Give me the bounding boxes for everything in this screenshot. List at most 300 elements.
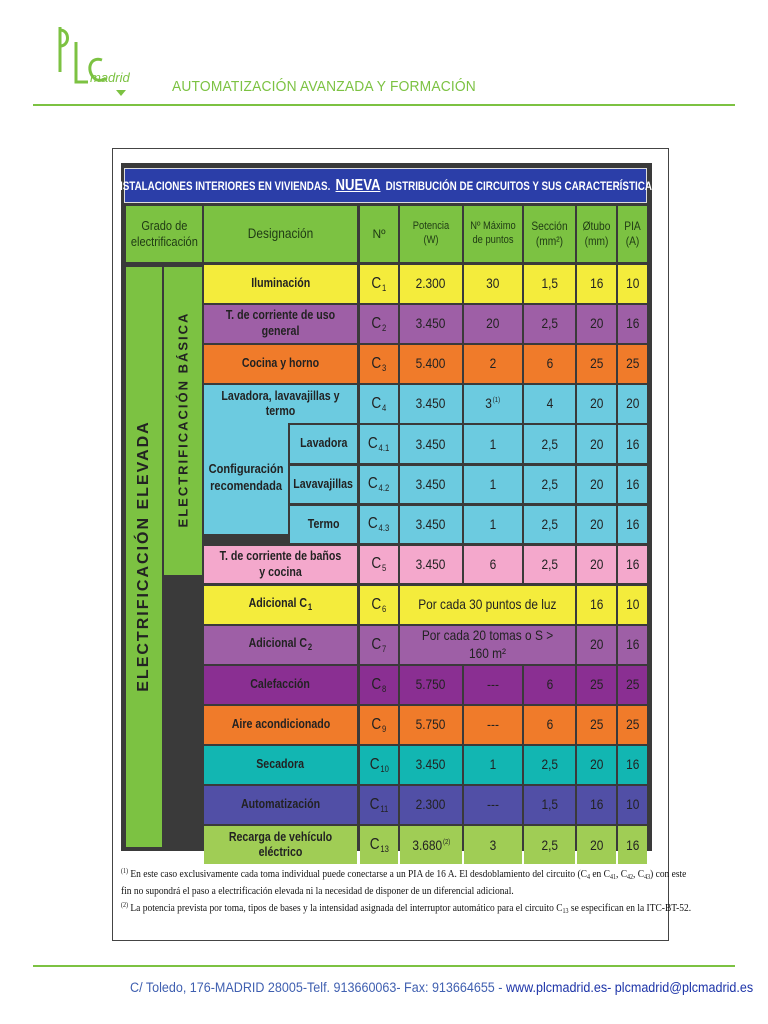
max-puntos-text	[487, 676, 499, 694]
header-seccion-text: Sección (mm²)	[531, 219, 568, 248]
circuit-designation	[204, 305, 357, 343]
potencia-text	[416, 436, 446, 454]
potencia-value: 3.450	[416, 315, 446, 332]
pia-cell	[618, 826, 647, 864]
grade-elevada-column	[126, 267, 162, 847]
pia-value: 16	[625, 475, 640, 492]
pia-value: 10	[625, 595, 640, 612]
tubo-cell	[577, 385, 616, 423]
max-puntos-value: ---	[487, 716, 499, 733]
designation-label: Recarga de vehículo eléctrico	[228, 829, 333, 860]
max-puntos-text	[487, 796, 499, 814]
tubo-value: 20	[589, 636, 604, 653]
potencia-cell	[400, 305, 462, 343]
footer-contact	[130, 980, 753, 995]
designation-label: Termo	[307, 516, 340, 531]
pia-cell	[618, 546, 647, 584]
pia-cell	[618, 586, 647, 624]
potencia-footnote: (2)	[442, 838, 450, 846]
tubo-value: 20	[589, 315, 604, 332]
circuit-number-text	[369, 835, 388, 855]
circuit-designation	[290, 425, 357, 463]
circuit-designation	[204, 626, 357, 664]
circuit-designation-text	[215, 389, 345, 420]
footnote-2	[121, 900, 692, 917]
seccion-value: 6	[546, 355, 553, 372]
seccion-cell	[524, 425, 575, 463]
header-potencia-text: Potencia (W)	[412, 220, 450, 246]
circuit-designation-text	[300, 436, 347, 452]
merged-value-cell	[400, 626, 575, 664]
max-puntos-text	[490, 556, 497, 574]
max-puntos-value: 2	[489, 355, 497, 372]
tubo-cell	[577, 506, 616, 544]
max-puntos-cell	[464, 425, 522, 463]
max-puntos-cell	[464, 385, 522, 423]
seccion-value: 2,5	[541, 515, 558, 532]
max-puntos-value: 6	[489, 555, 497, 572]
footnote-1-text-b: en C	[589, 868, 610, 880]
footnote-1-mark: (1)	[121, 867, 129, 875]
tagline: AUTOMATIZACIÓN AVANZADA Y FORMACIÓN	[172, 78, 476, 95]
pia-cell	[618, 425, 647, 463]
max-puntos-cell	[464, 786, 522, 824]
potencia-value: 2.300	[416, 275, 446, 292]
pia-value: 16	[625, 315, 640, 332]
seccion-value: 2,5	[541, 836, 558, 853]
max-puntos-cell	[464, 706, 522, 744]
header-numero	[360, 206, 398, 262]
footnote-1-sub-3: 42	[627, 873, 634, 881]
config-recomendada-label: Configuración recomendada	[208, 461, 284, 493]
circuit-subscript: 4.2	[379, 483, 390, 494]
tubo-value: 20	[589, 435, 604, 452]
pia-value: 10	[625, 796, 640, 813]
designation-label: Iluminación	[250, 276, 311, 291]
circuit-designation-text	[308, 517, 340, 533]
pia-value: 16	[625, 836, 640, 853]
seccion-cell	[524, 305, 575, 343]
header-pia-text: PIA (A)	[624, 219, 641, 248]
potencia-value: 3.450	[416, 555, 446, 572]
merged-value-cell	[400, 586, 575, 624]
max-puntos-text	[490, 516, 497, 534]
pia-value: 25	[625, 676, 640, 693]
header-pia	[618, 206, 647, 262]
pia-cell	[618, 626, 647, 664]
circuit-number	[360, 786, 398, 824]
seccion-cell	[524, 506, 575, 544]
max-puntos-cell	[464, 305, 522, 343]
max-puntos-value: 1	[489, 475, 497, 492]
seccion-value: 2,5	[541, 475, 558, 492]
max-puntos-cell	[464, 666, 522, 704]
circuit-letter: C	[369, 796, 380, 814]
seccion-value: 4	[546, 395, 553, 412]
seccion-cell	[524, 826, 575, 864]
pia-cell	[618, 385, 647, 423]
pia-value: 16	[625, 555, 640, 572]
circuit-letter: C	[369, 836, 380, 854]
tubo-cell	[577, 265, 616, 303]
designation-label: Cocina y horno	[241, 356, 320, 371]
footnote-1-sub-1: 4	[586, 873, 590, 881]
header-seccion	[524, 206, 575, 262]
potencia-cell	[400, 826, 462, 864]
pia-cell	[618, 265, 647, 303]
footer-links[interactable]: www.plcmadrid.es- plcmadrid@plcmadrid.es	[505, 980, 754, 995]
circuit-number	[360, 586, 398, 624]
circuit-number-text	[368, 514, 389, 534]
circuit-letter: C	[371, 395, 382, 413]
header-numero-text: Nº	[372, 226, 386, 241]
circuit-number	[360, 345, 398, 383]
potencia-cell	[400, 786, 462, 824]
max-puntos-text	[486, 315, 499, 333]
potencia-cell	[400, 425, 462, 463]
circuit-designation	[204, 826, 357, 864]
circuit-designation-text	[294, 477, 354, 493]
seccion-cell	[524, 385, 575, 423]
potencia-value: 5.400	[416, 355, 446, 372]
designation-subscript: 1	[308, 602, 313, 613]
max-puntos-text	[490, 476, 497, 494]
circuit-subscript: 4	[382, 403, 387, 414]
potencia-text	[416, 756, 446, 774]
circuit-number	[360, 385, 398, 423]
circuit-number	[360, 826, 398, 864]
potencia-value: 5.750	[416, 676, 446, 693]
potencia-cell	[400, 385, 462, 423]
potencia-value: 2.300	[416, 796, 446, 813]
max-puntos-cell	[464, 826, 522, 864]
circuit-subscript: 13	[380, 844, 389, 855]
potencia-text	[416, 355, 446, 373]
circuit-subscript: 6	[382, 603, 387, 614]
pia-cell	[618, 786, 647, 824]
pia-cell	[618, 746, 647, 784]
circuit-number-text	[372, 354, 387, 374]
potencia-text	[416, 476, 446, 494]
svg-text:madrid: madrid	[90, 70, 130, 85]
designation-label: Lavadora	[299, 436, 348, 451]
circuit-letter: C	[371, 555, 382, 573]
circuit-number	[360, 706, 398, 744]
circuit-designation	[204, 265, 357, 303]
circuit-number-text	[369, 755, 388, 775]
tubo-value: 20	[589, 836, 604, 853]
potencia-text	[416, 676, 446, 694]
header-potencia	[400, 206, 462, 262]
tubo-value: 16	[589, 595, 604, 612]
tubo-value: 16	[589, 275, 604, 292]
circuit-subscript: 2	[382, 322, 387, 333]
max-puntos-value: ---	[487, 676, 499, 693]
tubo-value: 25	[589, 355, 604, 372]
circuit-designation	[204, 666, 357, 704]
circuit-subscript: 7	[382, 643, 387, 654]
circuit-subscript: 8	[382, 683, 387, 694]
circuit-letter: C	[371, 595, 382, 613]
footer-divider	[33, 965, 735, 967]
max-puntos-value: 20	[486, 315, 500, 332]
circuit-subscript: 5	[382, 563, 387, 574]
potencia-cell	[400, 265, 462, 303]
designation-label: T. de corriente de baños y cocina	[219, 548, 342, 579]
tubo-cell	[577, 305, 616, 343]
circuit-number-text	[368, 434, 389, 454]
max-puntos-cell	[464, 506, 522, 544]
potencia-cell	[400, 345, 462, 383]
tubo-cell	[577, 345, 616, 383]
max-puntos-text	[487, 716, 499, 734]
seccion-value: 2,5	[541, 555, 558, 572]
max-puntos-cell	[464, 746, 522, 784]
circuit-designation-text	[251, 276, 310, 292]
max-puntos-value: 3	[485, 395, 493, 412]
header-grado	[126, 206, 202, 262]
circuit-designation-text	[215, 830, 345, 861]
circuit-designation	[290, 506, 357, 544]
circuit-subscript: 9	[382, 723, 387, 734]
grade-elevada-label: ELECTRIFICACIÓN ELEVADA	[135, 420, 152, 692]
max-puntos-cell	[464, 265, 522, 303]
footnote-1-sub-4: 43	[644, 873, 651, 881]
grade-basica-column	[164, 267, 202, 575]
max-puntos-cell	[464, 546, 522, 584]
circuit-designation	[204, 385, 357, 423]
header-max-puntos-text: Nº Máximo de puntos	[470, 220, 516, 246]
circuit-subscript: 4.1	[379, 443, 390, 454]
potencia-cell	[400, 506, 462, 544]
footnote-1-text-c: , C	[615, 868, 628, 880]
footer-address: C/ Toledo, 176-MADRID 28005-Telf. 913660063- Fax: 913664655 -	[130, 980, 503, 995]
tubo-cell	[577, 466, 616, 504]
circuit-subscript: 11	[380, 804, 389, 815]
circuit-letter: C	[371, 314, 382, 332]
title-highlight: NUEVA	[335, 176, 381, 194]
grade-basica-label: ELECTRIFICACIÓN BÁSICA	[175, 311, 191, 528]
circuit-number-text	[372, 314, 387, 334]
potencia-text	[416, 556, 446, 574]
header-grado-text: Grado de electrificación	[130, 217, 198, 249]
circuit-subscript: 3	[382, 362, 387, 373]
designation-label: Calefacción	[250, 677, 311, 692]
max-puntos-text	[490, 436, 497, 454]
tubo-cell	[577, 666, 616, 704]
max-puntos-text	[486, 395, 501, 413]
title-prefix: INSTALACIONES INTERIORES EN VIVIENDAS.	[112, 178, 331, 193]
seccion-cell	[524, 265, 575, 303]
tubo-value: 20	[589, 515, 604, 532]
designation-label: Adicional C	[248, 636, 308, 651]
circuit-designation	[204, 746, 357, 784]
tubo-value: 25	[589, 676, 604, 693]
tubo-value: 20	[589, 395, 604, 412]
circuit-designation	[204, 706, 357, 744]
potencia-text	[412, 837, 450, 855]
circuit-designation-text	[249, 596, 313, 613]
circuit-number	[360, 746, 398, 784]
max-puntos-value: ---	[487, 796, 499, 813]
footnote-1-line-2: fin no supondrá el paso a electrificación elevada ni la necesidad de disponer de un diferencial adicional.	[121, 885, 514, 898]
header-divider	[33, 104, 735, 106]
seccion-value: 2,5	[541, 315, 558, 332]
circuit-number-text	[372, 274, 387, 294]
pia-cell	[618, 666, 647, 704]
tubo-cell	[577, 586, 616, 624]
circuit-designation	[204, 345, 357, 383]
pia-cell	[618, 345, 647, 383]
circuit-designation-text	[251, 677, 311, 693]
circuit-number	[360, 666, 398, 704]
potencia-text	[416, 275, 446, 293]
circuit-number	[360, 506, 398, 544]
seccion-cell	[524, 546, 575, 584]
potencia-text	[416, 796, 446, 814]
potencia-text	[416, 716, 446, 734]
footnote-1-text-a: En este caso exclusivamente cada toma individual puede conectarse a un PIA de 16 A. El desdoblamiento del circuito (C	[130, 868, 587, 880]
potencia-cell	[400, 666, 462, 704]
circuit-letter: C	[368, 475, 379, 493]
circuit-number-text	[372, 554, 387, 574]
circuit-number	[360, 466, 398, 504]
max-puntos-text	[490, 837, 497, 855]
designation-label: Secadora	[256, 757, 305, 772]
circuit-number	[360, 626, 398, 664]
circuit-number-text	[372, 595, 387, 615]
circuit-designation-text	[215, 308, 345, 339]
seccion-cell	[524, 466, 575, 504]
potencia-text	[416, 315, 446, 333]
circuit-designation	[204, 786, 357, 824]
tubo-value: 20	[589, 475, 604, 492]
circuit-letter: C	[368, 515, 379, 533]
potencia-cell	[400, 546, 462, 584]
pia-cell	[618, 706, 647, 744]
pia-value: 25	[625, 355, 640, 372]
circuit-designation-text	[257, 757, 305, 773]
circuit-designation	[290, 466, 357, 504]
circuit-number-text	[372, 635, 387, 655]
pia-value: 16	[625, 756, 640, 773]
header-tubo-text: Øtubo (mm)	[582, 219, 611, 248]
max-puntos-value: 1	[489, 515, 497, 532]
seccion-cell	[524, 345, 575, 383]
footnotes	[121, 866, 692, 917]
circuit-letter: C	[371, 715, 382, 733]
circuit-letter: C	[369, 755, 380, 773]
max-puntos-text	[490, 756, 497, 774]
circuit-designation	[204, 546, 357, 584]
seccion-cell	[524, 746, 575, 784]
pia-cell	[618, 305, 647, 343]
designation-label: Lavadora, lavavajillas y termo	[221, 388, 340, 419]
circuit-number	[360, 265, 398, 303]
pia-value: 10	[625, 275, 640, 292]
potencia-cell	[400, 706, 462, 744]
circuit-designation-text	[242, 356, 319, 372]
circuit-number	[360, 305, 398, 343]
header-tubo	[577, 206, 616, 262]
circuit-letter: C	[371, 274, 382, 292]
circuit-number-text	[370, 795, 389, 815]
circuit-number-text	[372, 394, 387, 414]
seccion-cell	[524, 706, 575, 744]
seccion-value: 6	[546, 676, 553, 693]
pia-cell	[618, 506, 647, 544]
footnote-1-text-d: , C	[633, 868, 645, 880]
circuit-letter: C	[371, 354, 382, 372]
pia-value: 20	[625, 395, 640, 412]
header-designacion	[204, 206, 357, 262]
tubo-cell	[577, 626, 616, 664]
header-designacion-text: Designación	[247, 225, 314, 242]
footnote-1-text-e: ) con este	[650, 868, 687, 880]
circuit-designation-text	[215, 549, 345, 580]
pia-value: 16	[625, 515, 640, 532]
potencia-value: 3.450	[416, 435, 446, 452]
designation-label: T. de corriente de uso general	[225, 308, 336, 338]
potencia-value: 3.680	[412, 836, 442, 853]
potencia-value: 3.450	[416, 395, 446, 412]
potencia-cell	[400, 746, 462, 784]
config-recomendada-cell	[204, 421, 288, 534]
seccion-value: 2,5	[541, 756, 558, 773]
max-puntos-text	[486, 275, 499, 293]
pia-value: 16	[625, 435, 640, 452]
tubo-cell	[577, 546, 616, 584]
max-puntos-footnote: (1)	[493, 397, 501, 405]
designation-label: Adicional C	[248, 596, 308, 611]
circuit-number-text	[368, 474, 389, 494]
potencia-value: 3.450	[416, 515, 446, 532]
pia-value: 25	[625, 716, 640, 733]
footnote-2-text-b: se especifican en la ITC-BT-52.	[568, 902, 692, 915]
tubo-cell	[577, 786, 616, 824]
circuit-subscript: 4.3	[379, 523, 390, 534]
pia-cell	[618, 466, 647, 504]
merged-value-text: Por cada 30 puntos de luz	[418, 595, 557, 612]
potencia-cell	[400, 466, 462, 504]
footnote-2-text-a: La potencia prevista por toma, tipos de bases y la intensidad asignada del interruptor automático para el circuito C	[128, 902, 563, 915]
potencia-text	[416, 516, 446, 534]
potencia-text	[416, 395, 446, 413]
circuit-number	[360, 425, 398, 463]
footnote-1-sub-2: 41	[609, 873, 616, 881]
title-suffix: DISTRIBUCIÓN DE CIRCUITOS Y SUS CARACTERÍSTICAS	[385, 178, 659, 193]
footnote-2-sub: 13	[562, 907, 569, 916]
seccion-cell	[524, 786, 575, 824]
footnote-1	[121, 866, 687, 883]
seccion-value: 1,5	[541, 796, 558, 813]
tubo-cell	[577, 746, 616, 784]
designation-label: Automatización	[240, 797, 321, 812]
circuit-subscript: 10	[380, 763, 389, 774]
merged-value-text: Por cada 20 tomas o S > 160 m²	[421, 627, 554, 661]
circuit-designation-text	[241, 797, 320, 813]
tubo-cell	[577, 706, 616, 744]
designation-subscript: 2	[308, 642, 313, 653]
seccion-cell	[524, 666, 575, 704]
max-puntos-value: 1	[489, 435, 497, 452]
designation-label: Aire acondicionado	[231, 717, 330, 732]
circuit-designation	[204, 586, 357, 624]
max-puntos-value: 3	[489, 836, 497, 853]
max-puntos-value: 30	[486, 275, 500, 292]
plcmadrid-logo	[40, 22, 130, 102]
pia-value: 16	[625, 636, 640, 653]
